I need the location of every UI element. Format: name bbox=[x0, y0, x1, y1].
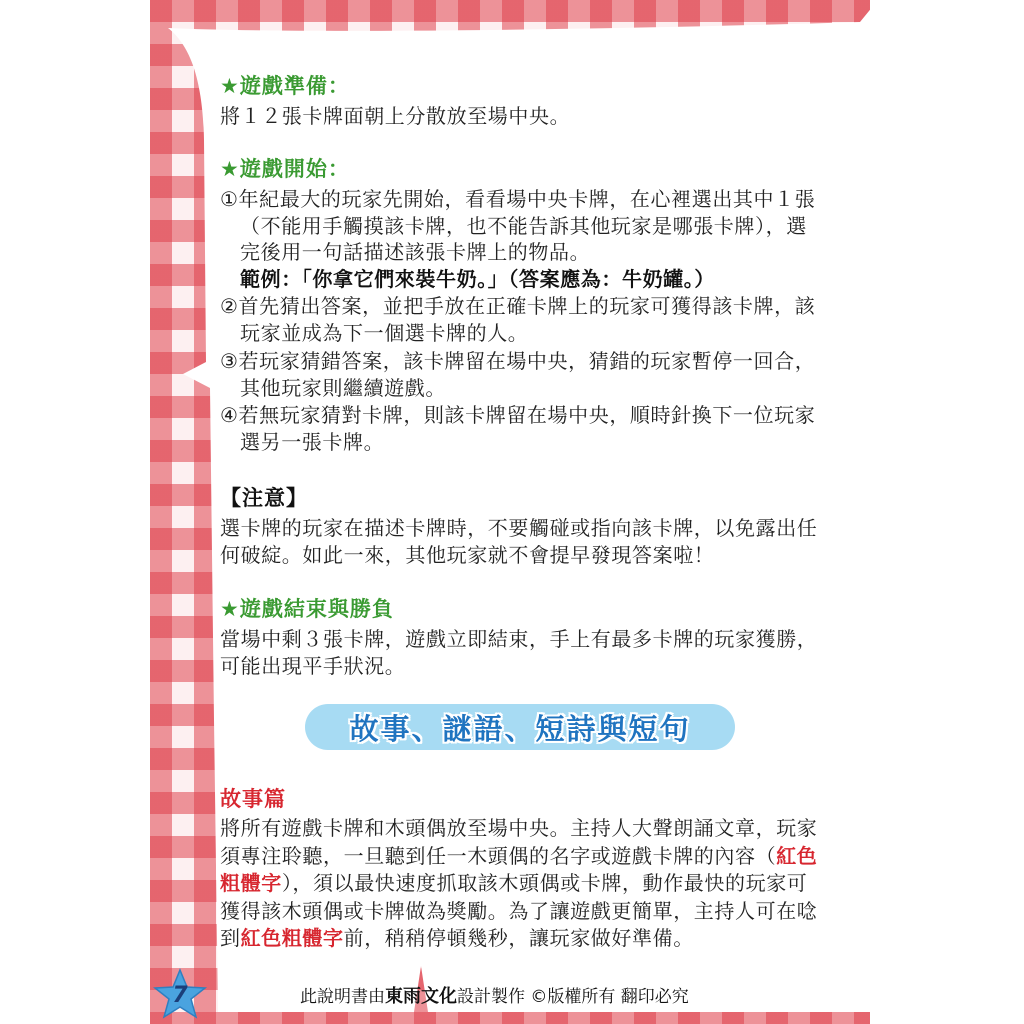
story-text: 須專注聆聽，一旦聽到任一木頭偶的名字或遊戲卡牌的內容（ bbox=[220, 844, 777, 868]
story-line bbox=[220, 898, 817, 925]
story-text: ），須以最快速度抓取該木頭偶或卡牌，動作最快的玩家可 bbox=[281, 871, 808, 895]
story-text: 到 bbox=[220, 926, 241, 950]
story-heading: 故事篇 bbox=[220, 787, 286, 811]
story-line bbox=[220, 843, 817, 870]
start-step-4-cont: 選另一張卡牌。 bbox=[240, 430, 385, 454]
story-text: 將所有遊戲卡牌和木頭偶放至場中央。主持人大聲朗誦文章，玩家 bbox=[220, 816, 818, 840]
page-number: 7 bbox=[172, 983, 188, 1008]
start-step-2: ②首先猜出答案，並把手放在正確卡牌上的玩家可獲得該卡牌，該 bbox=[220, 294, 816, 318]
story-text: 獲得該木頭偶或卡牌做為獎勵。為了讓遊戲更簡單，主持人可在唸 bbox=[220, 899, 818, 923]
section-heading-end: ★遊戲結束與勝負 bbox=[220, 597, 394, 621]
start-step-3: ③若玩家猜錯答案，該卡牌留在場中央，猜錯的玩家暫停一回合， bbox=[220, 349, 816, 373]
footer-text: 設計製作 ©版權所有 翻印必究 bbox=[457, 987, 689, 1007]
copyright-footer bbox=[300, 985, 730, 1009]
chapter-banner-title: 故事、謎語、短詩與短句 bbox=[349, 711, 691, 746]
prep-line: 將１２張卡牌面朝上分散放至場中央。 bbox=[220, 104, 571, 128]
note-line: 選卡牌的玩家在描述卡牌時，不要觸碰或指向該卡牌，以免露出任 bbox=[220, 516, 818, 540]
story-line bbox=[220, 925, 694, 952]
start-example: 範例：「你拿它們來裝牛奶。」（答案應為：牛奶罐。） bbox=[240, 267, 715, 291]
story-red-bold-text: 紅色粗體字 bbox=[240, 926, 344, 950]
note-line: 何破綻。如此一來，其他玩家就不會提早發現答案啦！ bbox=[220, 543, 715, 567]
start-step-4: ④若無玩家猜對卡牌，則該卡牌留在場中央，順時針換下一位玩家 bbox=[220, 403, 816, 427]
start-step-1-cont: 完後用一句話描述該張卡牌上的物品。 bbox=[240, 240, 591, 264]
section-heading-start: ★遊戲開始： bbox=[220, 157, 350, 181]
start-step-1: ①年紀最大的玩家先開始，看看場中央卡牌，在心裡選出其中１張 bbox=[220, 187, 816, 211]
chapter-banner bbox=[305, 704, 735, 750]
story-line bbox=[220, 870, 807, 897]
publisher-name: 東雨文化 bbox=[385, 986, 457, 1007]
story-line bbox=[220, 815, 817, 842]
section-heading-prep: ★遊戲準備： bbox=[220, 74, 350, 98]
story-text: 前，稍稍停頓幾秒，讓玩家做好準備。 bbox=[343, 926, 694, 950]
story-red-bold-text: 紅色 bbox=[776, 844, 818, 868]
section-heading-note: 【注意】 bbox=[220, 486, 308, 510]
footer-text: 此說明書由 bbox=[300, 987, 385, 1007]
end-line: 可能出現平手狀況。 bbox=[220, 654, 406, 678]
start-step-3-cont: 其他玩家則繼續遊戲。 bbox=[240, 376, 446, 400]
story-red-bold-text: 粗體字 bbox=[220, 871, 282, 895]
end-line: 當場中剩３張卡牌，遊戲立即結束，手上有最多卡牌的玩家獲勝， bbox=[220, 627, 818, 651]
start-step-1-cont: （不能用手觸摸該卡牌，也不能告訴其他玩家是哪張卡牌），選 bbox=[240, 214, 807, 238]
start-step-2-cont: 玩家並成為下一個選卡牌的人。 bbox=[240, 321, 529, 345]
